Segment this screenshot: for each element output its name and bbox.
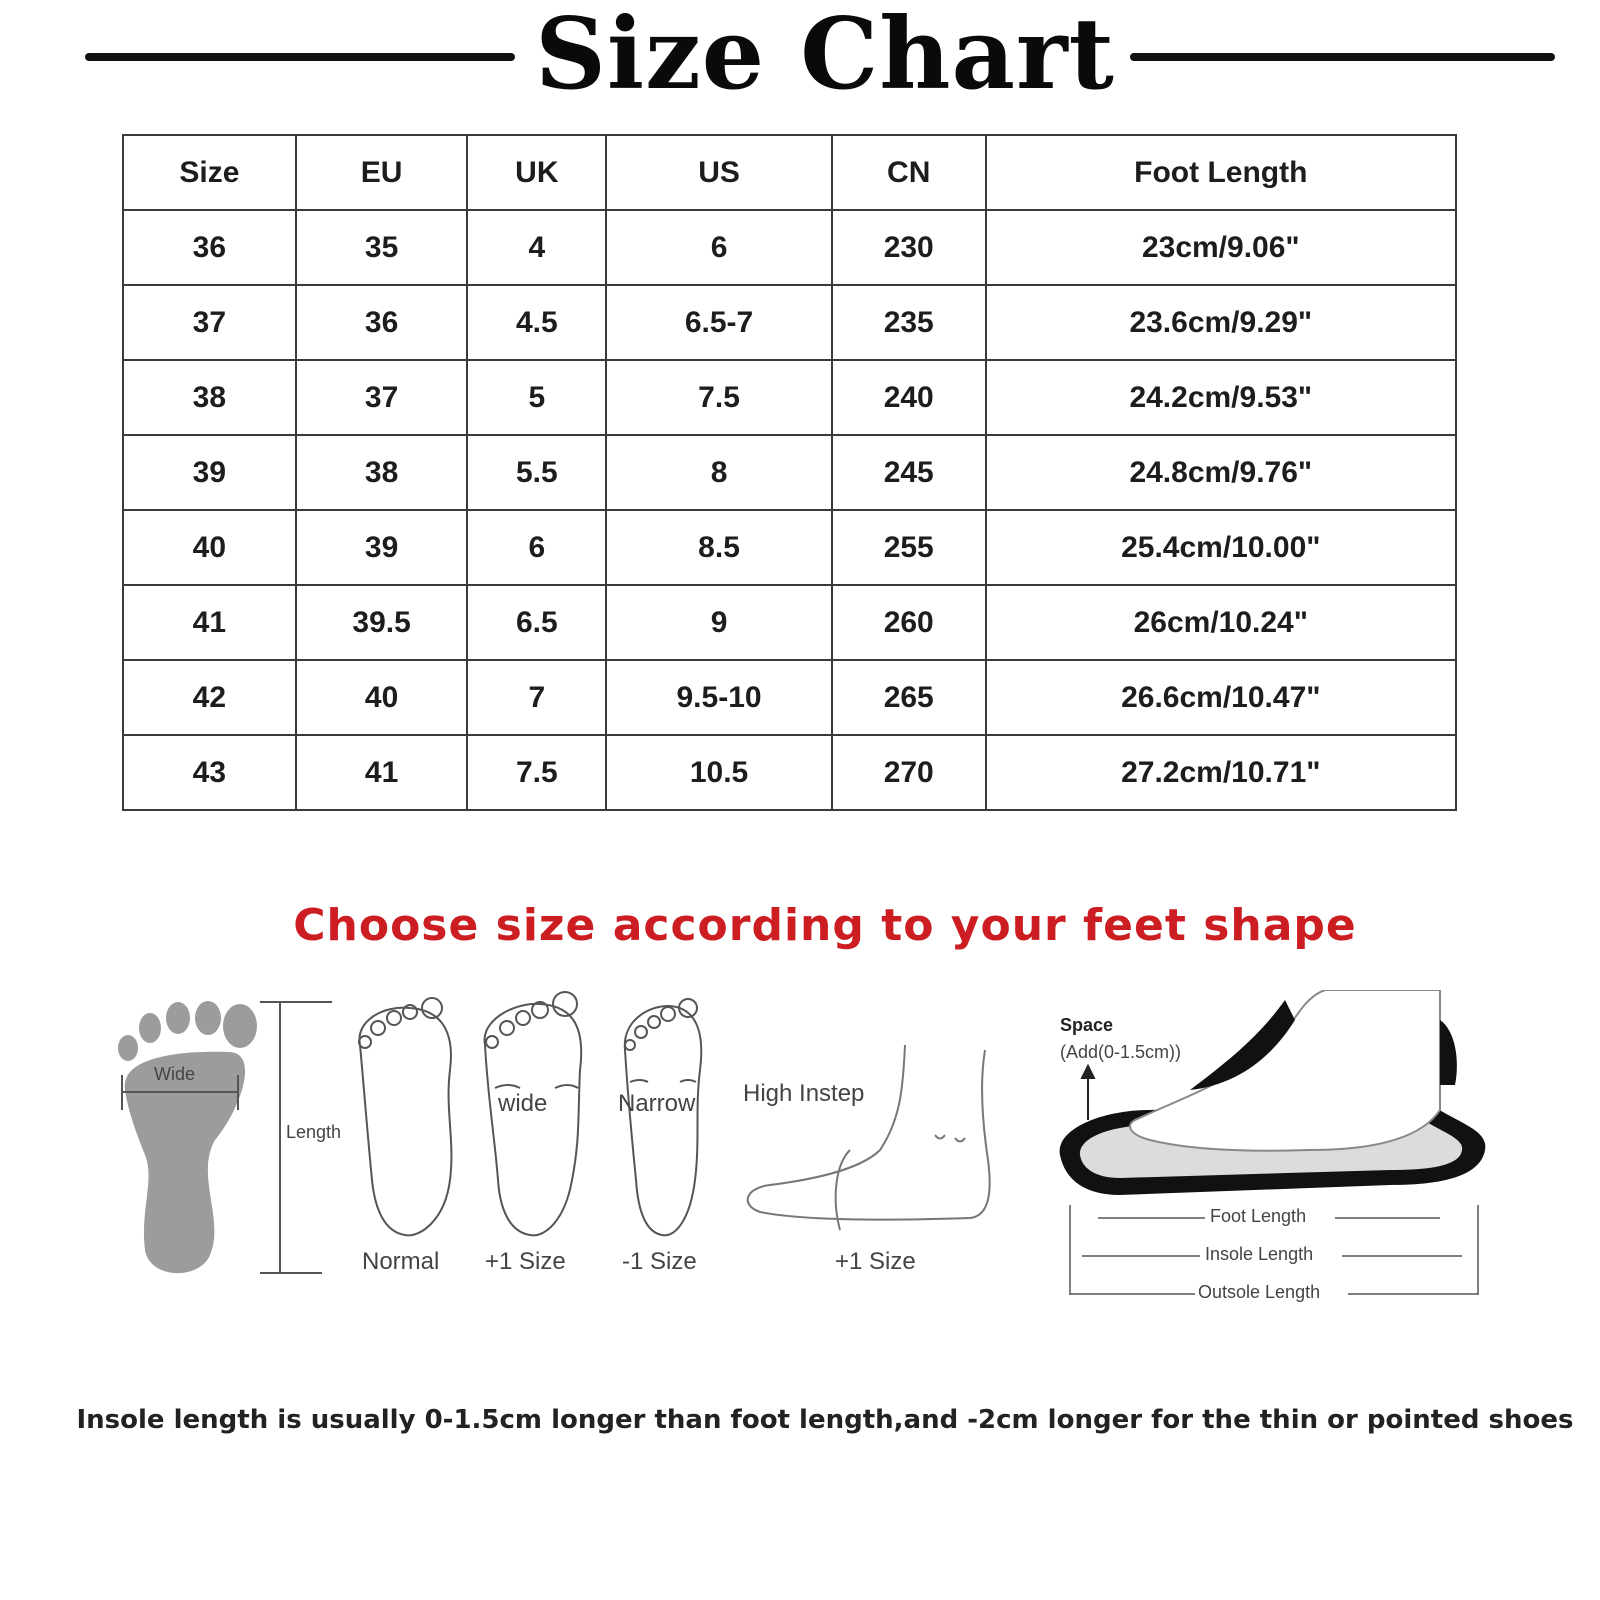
cell-us: 10.5: [606, 735, 832, 810]
cell-foot-length: 23.6cm/9.29": [986, 285, 1456, 360]
title-rule-right: [1130, 53, 1555, 61]
title-rule-left: [85, 53, 515, 61]
foot-measurement-diagram: [110, 990, 1540, 1350]
cell-cn: 265: [832, 660, 986, 735]
cell-uk: 4.5: [467, 285, 606, 360]
cell-us: 9.5-10: [606, 660, 832, 735]
header-size: Size: [123, 135, 296, 210]
high-instep-caption: +1 Size: [835, 1248, 916, 1275]
header-foot-length: Foot Length: [986, 135, 1456, 210]
footprint-wide-label: Wide: [154, 1064, 196, 1084]
cell-eu: 35: [296, 210, 468, 285]
narrow-foot-label: Narrow: [618, 1090, 696, 1117]
cell-us: 9: [606, 585, 832, 660]
narrow-foot-caption: -1 Size: [622, 1248, 697, 1275]
normal-foot-icon: [359, 998, 451, 1235]
cell-uk: 5.5: [467, 435, 606, 510]
cell-foot-length: 23cm/9.06": [986, 210, 1456, 285]
cell-us: 7.5: [606, 360, 832, 435]
header-uk: UK: [467, 135, 606, 210]
cell-eu: 41: [296, 735, 468, 810]
wide-foot-label: wide: [498, 1090, 548, 1117]
cell-size: 36: [123, 210, 296, 285]
cell-us: 8.5: [606, 510, 832, 585]
space-arrow-icon: [1082, 1066, 1094, 1120]
cell-foot-length: 24.8cm/9.76": [986, 435, 1456, 510]
shoe-foot-length-label: Foot Length: [1210, 1206, 1307, 1226]
cell-cn: 245: [832, 435, 986, 510]
cell-uk: 4: [467, 210, 606, 285]
cell-size: 39: [123, 435, 296, 510]
footprint-length-label: Length: [286, 1122, 342, 1142]
cell-uk: 6.5: [467, 585, 606, 660]
shoe-insole-length-label: Insole Length: [1205, 1244, 1314, 1264]
table-row: [123, 285, 1456, 360]
cell-us: 8: [606, 435, 832, 510]
cell-uk: 6: [467, 510, 606, 585]
table-row: [123, 510, 1456, 585]
cell-size: 40: [123, 510, 296, 585]
table-row: [123, 360, 1456, 435]
cell-us: 6.5-7: [606, 285, 832, 360]
cell-cn: 230: [832, 210, 986, 285]
cell-eu: 39: [296, 510, 468, 585]
table-row: [123, 435, 1456, 510]
high-instep-foot-icon: [748, 1045, 990, 1230]
cell-cn: 255: [832, 510, 986, 585]
cell-eu: 38: [296, 435, 468, 510]
cell-foot-length: 27.2cm/10.71": [986, 735, 1456, 810]
high-instep-label: High Instep: [743, 1080, 865, 1107]
table-row: [123, 735, 1456, 810]
cell-size: 42: [123, 660, 296, 735]
cell-cn: 270: [832, 735, 986, 810]
size-table: [122, 134, 1457, 811]
cell-uk: 7.5: [467, 735, 606, 810]
wide-foot-caption: +1 Size: [485, 1248, 566, 1275]
cell-uk: 5: [467, 360, 606, 435]
cell-us: 6: [606, 210, 832, 285]
cell-size: 41: [123, 585, 296, 660]
cell-eu: 40: [296, 660, 468, 735]
page-title: Size Chart: [535, 0, 1115, 112]
footprint-icon: [118, 1001, 257, 1273]
normal-foot-caption: Normal: [362, 1248, 440, 1275]
diagram-illustrations: [110, 990, 1540, 1350]
cell-eu: 37: [296, 360, 468, 435]
cell-eu: 39.5: [296, 585, 468, 660]
table-row: [123, 585, 1456, 660]
cell-uk: 7: [467, 660, 606, 735]
header-cn: CN: [832, 135, 986, 210]
cell-cn: 260: [832, 585, 986, 660]
cell-cn: 235: [832, 285, 986, 360]
cell-foot-length: 26.6cm/10.47": [986, 660, 1456, 735]
header-eu: EU: [296, 135, 468, 210]
cell-size: 38: [123, 360, 296, 435]
cell-foot-length: 24.2cm/9.53": [986, 360, 1456, 435]
cell-eu: 36: [296, 285, 468, 360]
header-us: US: [606, 135, 832, 210]
table-row: [123, 210, 1456, 285]
cell-size: 37: [123, 285, 296, 360]
cell-foot-length: 25.4cm/10.00": [986, 510, 1456, 585]
insole-note: Insole length is usually 0-1.5cm longer than foot length,and -2cm longer for the thin or pointed shoes: [76, 1405, 1574, 1435]
cell-size: 43: [123, 735, 296, 810]
cell-cn: 240: [832, 360, 986, 435]
table-row: [123, 660, 1456, 735]
shoe-outsole-length-label: Outsole Length: [1198, 1282, 1321, 1302]
table-header-row: [123, 135, 1456, 210]
shoe-space-note: (Add(0-1.5cm)): [1060, 1042, 1182, 1062]
feet-shape-heading: Choose size according to your feet shape: [293, 900, 1357, 951]
shoe-icon: [1060, 990, 1486, 1195]
cell-foot-length: 26cm/10.24": [986, 585, 1456, 660]
shoe-space-label: Space: [1060, 1015, 1114, 1035]
